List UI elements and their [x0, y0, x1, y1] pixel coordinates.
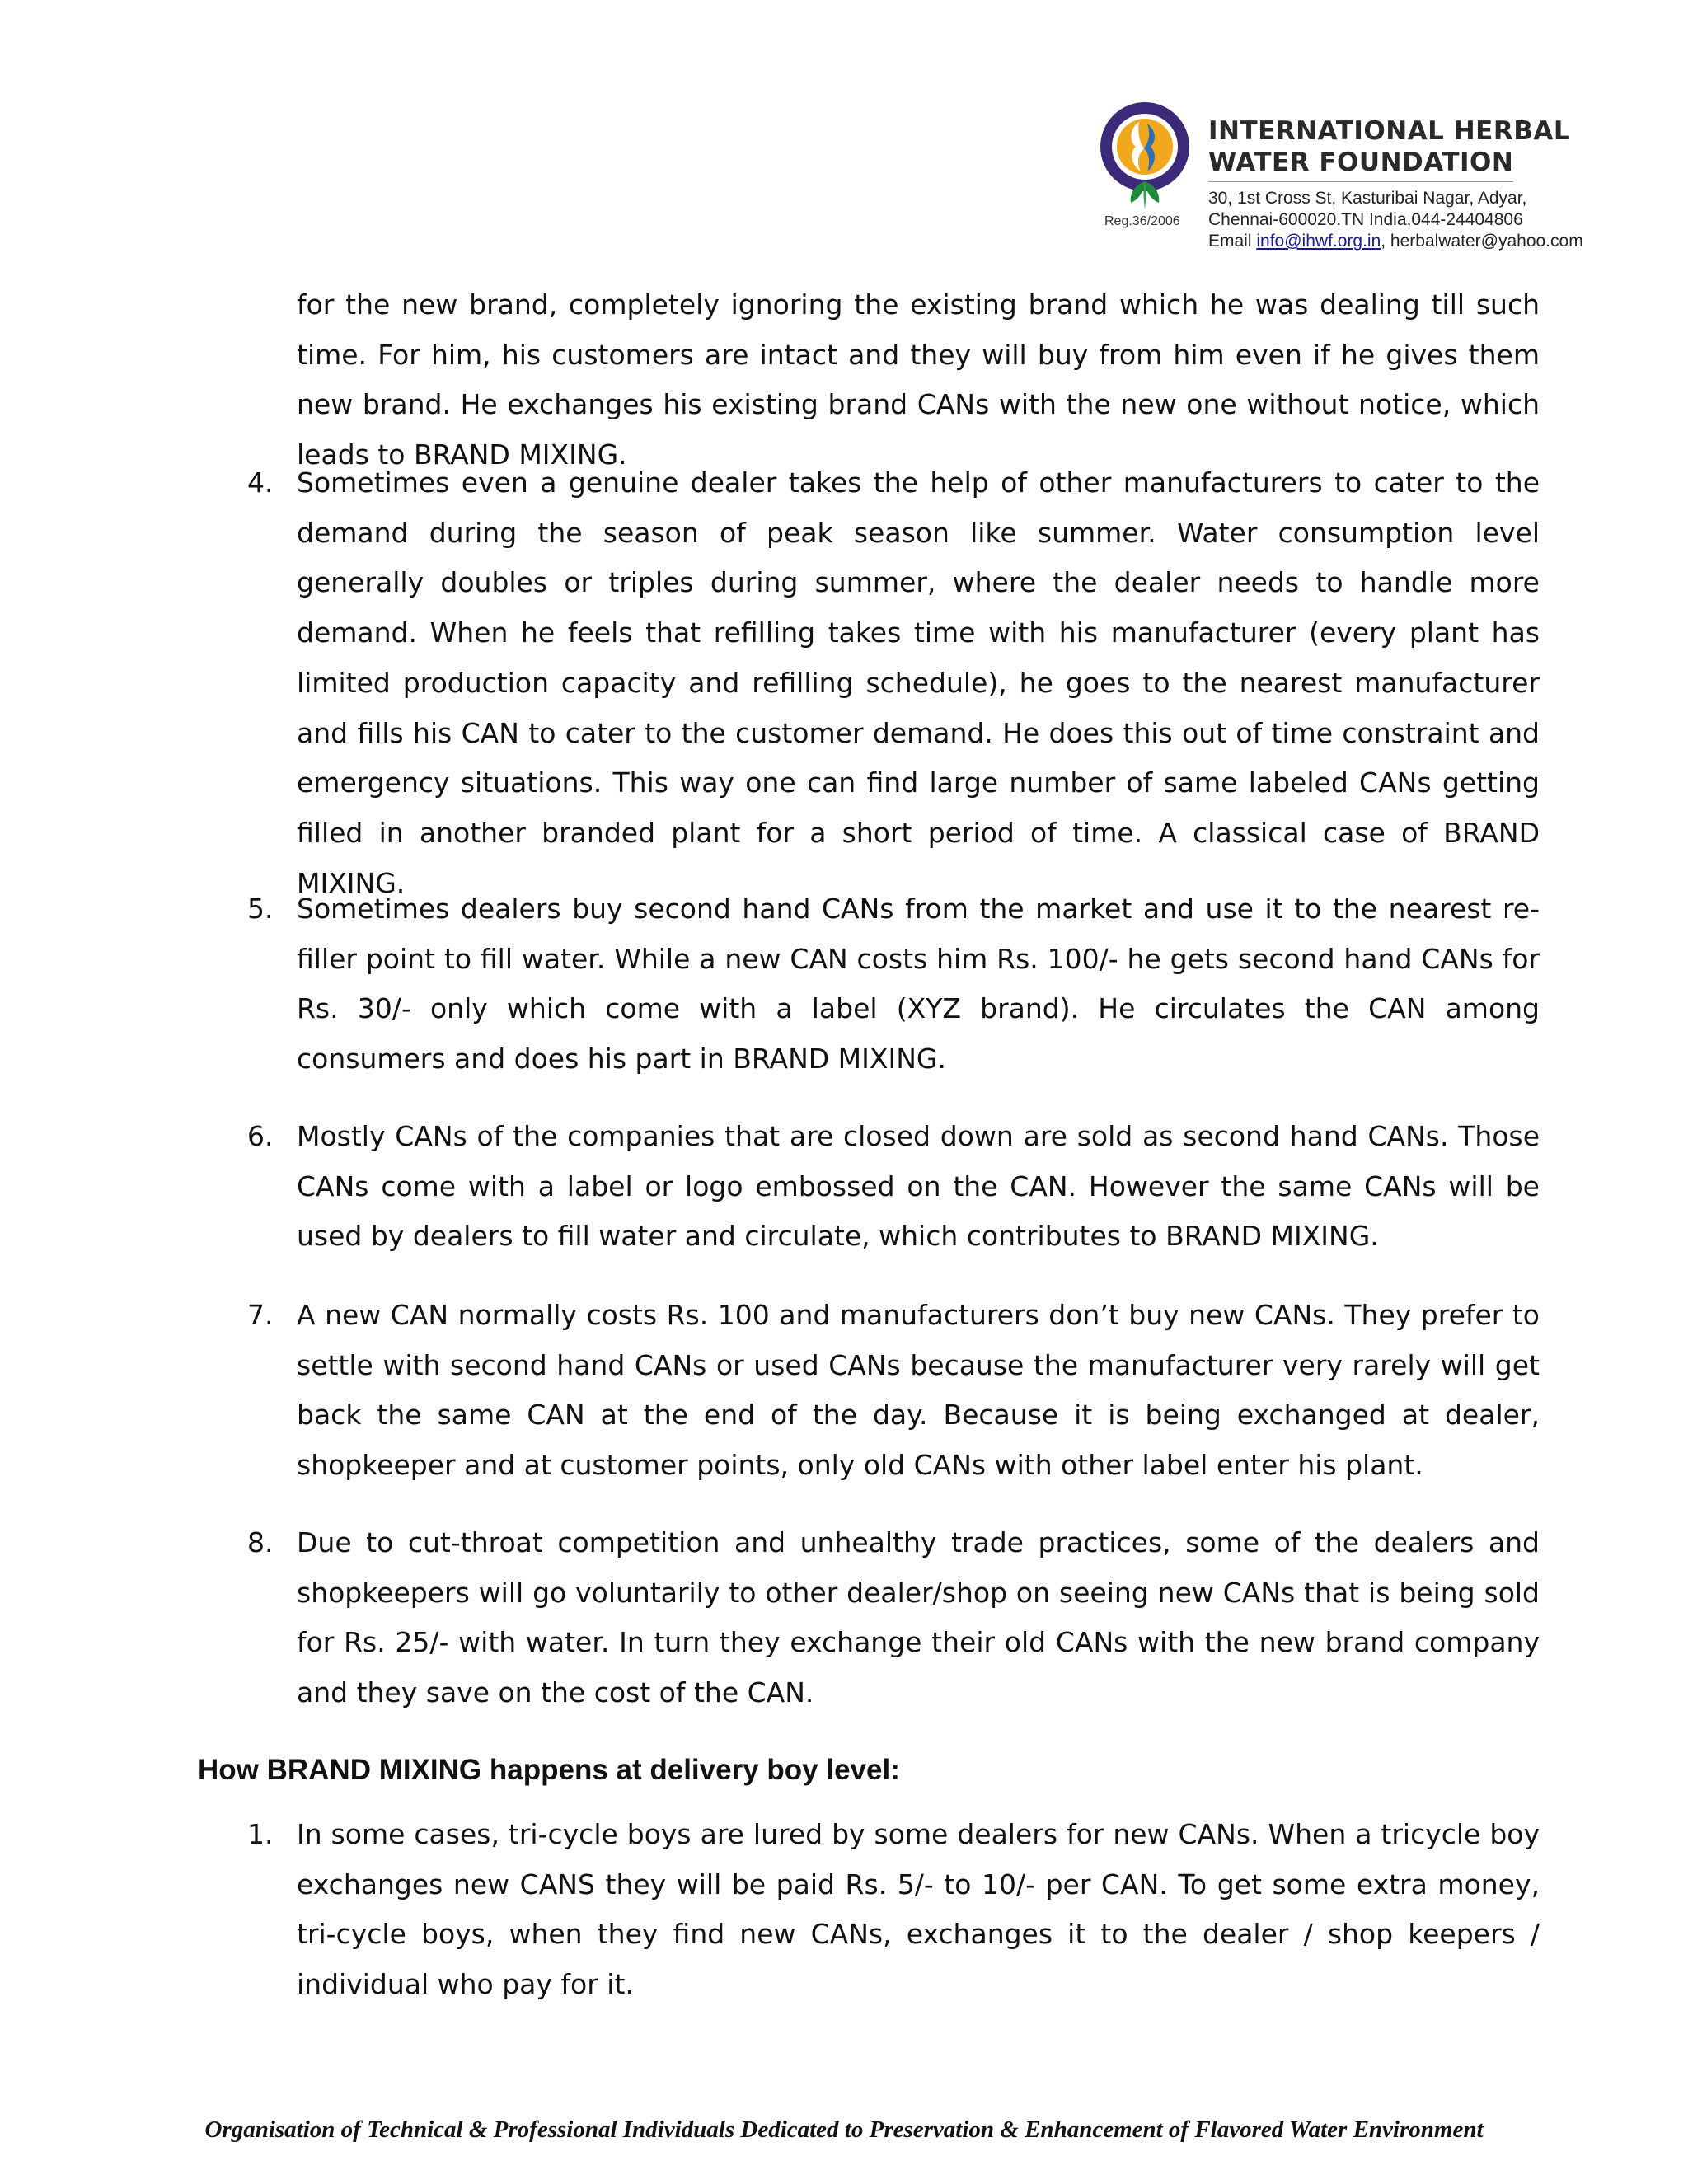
list-item-number: 5.	[247, 893, 274, 925]
header-divider	[1208, 181, 1513, 182]
letterhead	[1096, 99, 1673, 264]
list-item-number: 4.	[247, 466, 274, 499]
organization-name-line1: INTERNATIONAL HERBAL	[1208, 116, 1571, 146]
list-item-number: 7.	[247, 1299, 274, 1331]
section-item-text: In some cases, tri-cycle boys are lured by some dealers for new CANs. When a tricycle boy exchanges new CANS they will be paid Rs. 5/- to 10/- per CAN. To get some extra money, tri-cycle boys, when they find new CANs, exchanges it to the dealer / shop keepers / individual who pay for it.	[297, 1818, 1540, 2001]
address-line2: Chennai-600020.TN India,044-24404806	[1208, 210, 1523, 229]
registration-number: Reg.36/2006	[1104, 214, 1180, 228]
list-item-number: 6.	[247, 1120, 274, 1152]
foundation-logo	[1096, 99, 1193, 213]
list-item-text: Mostly CANs of the companies that are closed down are sold as second hand CANs. Those CANs come with a label or logo embossed on the CAN. However the same CANs will be used by dealers to fill water and circulate, which contributes to BRAND MIXING.	[297, 1120, 1540, 1253]
section-heading: How BRAND MIXING happens at delivery boy level:	[198, 1754, 900, 1786]
list-item-text: A new CAN normally costs Rs. 100 and manufacturers don’t buy new CANs. They prefer to settle with second hand CANs or used CANs because the manufacturer very rarely will get back the same CAN at the end of the day. Because it is being exchanged at dealer, shopkeeper and at customer points, only old CANs with other label enter his plant.	[297, 1299, 1540, 1482]
address-line1: 30, 1st Cross St, Kasturibai Nagar, Adyar,	[1208, 189, 1527, 208]
organization-name	[1208, 115, 1570, 178]
email-link[interactable]: info@ihwf.org.in	[1256, 232, 1381, 251]
continued-paragraph: for the new brand, completely ignoring the existing brand which he was dealing till such time. For him, his customers are intact and they will buy from him even if he gives them new brand. He exchanges his existing brand CANs with the new one without notice, which leads to BRAND MIXING.	[297, 288, 1540, 471]
list-item-text: Sometimes dealers buy second hand CANs from the market and use it to the nearest re-filler point to fill water. While a new CAN costs him Rs. 100/- he gets second hand CANs for Rs. 30/- only which come with a label (XYZ brand). He circulates the CAN among consumers and does his part in BRAND MIXING.	[297, 893, 1540, 1076]
contact-block	[1208, 188, 1583, 252]
section-item-number: 1.	[247, 1818, 274, 1850]
list-item-text: Due to cut-throat competition and unhealthy trade practices, some of the dealers and shopkeepers will go voluntarily to other dealer/shop on seeing new CANs that is being sold for Rs. 25/- with water. In turn they exchange their old CANs with the new brand company and they save on the cost of the CAN.	[297, 1526, 1540, 1709]
list-item-number: 8.	[247, 1526, 274, 1558]
organization-name-line2: WATER FOUNDATION	[1208, 148, 1514, 177]
footer-tagline: Organisation of Technical & Professional Individuals Dedicated to Preservation & Enhancement of Flavored Water Environment	[204, 2116, 1484, 2143]
list-item-text: Sometimes even a genuine dealer takes the help of other manufacturers to cater to the demand during the season of peak season like summer. Water consumption level generally doubles or triples during summer, where the dealer needs to handle more demand. When he feels that refilling takes time with his manufacturer (every plant has limited production capacity and refilling schedule), he goes to the nearest manufacturer and fills his CAN to cater to the customer demand. He does this out of time constraint and emergency situations. This way one can find large number of same labeled CANs getting filled in another branded plant for a short period of time. A classical case of BRAND MIXING.	[297, 466, 1540, 899]
email-rest: , herbalwater@yahoo.com	[1381, 232, 1583, 251]
email-line	[1208, 231, 1583, 252]
email-prefix: Email	[1208, 232, 1257, 251]
